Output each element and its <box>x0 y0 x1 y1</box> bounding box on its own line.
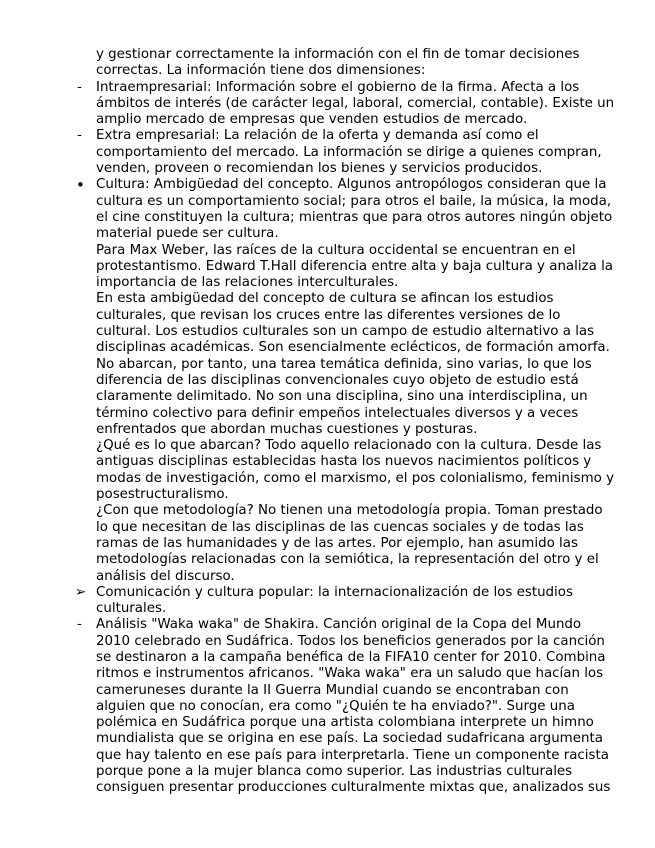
text-line: culturales, que revisan los cruces entre las diferentes versiones de lo <box>96 307 561 323</box>
bullet-marker: • <box>76 176 85 195</box>
text-line: ¿Qué es lo que abarcan? Todo aquello relacionado con la cultura. Desde las <box>96 438 602 454</box>
dash-marker: - <box>77 79 82 95</box>
text-line: amplio mercado de empresas que venden estudios de mercado. <box>96 112 528 128</box>
text-line: que hay talento en ese país para interpretarla. Tiene un componente racista <box>96 747 609 763</box>
text-line: lo que necesitan de las disciplinas de las cuencas sociales y de todas las <box>96 519 584 535</box>
document-body <box>75 47 615 797</box>
text-line: Intraempresarial: Información sobre el gobierno de la firma. Afecta a los <box>96 79 580 95</box>
text-line: comportamiento del mercado. La información se dirige a quienes compran, <box>96 144 602 160</box>
text-line: cultura es un comportamiento social; para otros el baile, la música, la moda, <box>96 193 612 209</box>
text-line: culturales. <box>96 601 167 617</box>
text-line: análisis del discurso. <box>96 568 235 584</box>
text-line: Para Max Weber, las raíces de la cultura occidental se encuentran en el <box>96 242 576 258</box>
text-line: cameruneses durante la II Guerra Mundial cuando se encontraban con <box>96 682 569 698</box>
text-line: En esta ambigüedad del concepto de cultura se afincan los estudios <box>96 291 554 307</box>
text-line: venden, proveen o recomiendan los bienes y servicios producidos. <box>96 161 543 177</box>
text-line: ámbitos de interés (de carácter legal, laboral, comercial, contable). Existe un <box>96 95 615 111</box>
text-line: consiguen presentar producciones culturalmente mixtas que, analizados sus <box>96 780 611 796</box>
list-item <box>75 584 596 618</box>
arrow-marker: ➢ <box>75 584 87 600</box>
text-line: posestructuralismo. <box>96 487 229 503</box>
text-line: y gestionar correctamente la información con el fin de tomar decisiones <box>96 47 580 62</box>
text-line: Extra empresarial: La relación de la oferta y demanda así como el <box>96 128 539 144</box>
list-item <box>77 79 615 129</box>
text-line: importancia de las relaciones interculturales. <box>96 275 399 291</box>
text-line: polémica en Sudáfrica porque una artista colombiana interprete un himno <box>96 715 594 731</box>
text-line: ¿Con que metodología? No tienen una metodología propia. Toman prestado <box>96 503 603 519</box>
text-line: antiguas disciplinas establecidas hasta los nuevos nacimientos políticos y <box>96 454 592 470</box>
text-line: 2010 celebrado en Sudáfrica. Todos los beneficios generados por la canción <box>96 633 605 649</box>
text-line: modas de investigación, como el marxismo, el pos colonialismo, feminismo y <box>96 470 615 486</box>
text-line: término colectivo para definir empeños intelectuales diversos y a veces <box>96 405 579 421</box>
paragraph <box>96 47 596 80</box>
dash-marker: - <box>77 617 82 633</box>
text-line: ritmos e instrumentos africanos. "Waka waka" era un saludo que hacían los <box>96 666 604 682</box>
text-line: alguien que no conocían, era como "¿Quién te ha enviado?". Surge una <box>96 698 575 714</box>
text-line: Análisis "Waka waka" de Shakira. Canción original de la Copa del Mundo <box>96 617 582 633</box>
list-item <box>76 176 615 584</box>
text-line: material puede ser cultura. <box>96 226 279 242</box>
text-line: Cultura: Ambigüedad del concepto. Algunos antropólogos consideran que la <box>96 177 607 193</box>
text-line: protestantismo. Edward T.Hall diferencia entre alta y baja cultura y analiza la <box>96 258 613 274</box>
text-line: el cine constituyen la cultura; mientras que para otros autores ningún objeto <box>96 209 613 225</box>
text-line: correctas. La información tiene dos dimensiones: <box>96 63 426 79</box>
dash-marker: - <box>77 128 82 144</box>
text-line: diferencia de las disciplinas convencionales cuyo objeto de estudio está <box>96 372 579 388</box>
text-line: Comunicación y cultura popular: la internacionalización de los estudios <box>96 584 573 600</box>
text-line: No abarcan, por tanto, una tarea temática definida, sino varias, lo que los <box>96 356 592 372</box>
text-line: porque pone a la mujer blanca como superior. Las industrias culturales <box>96 764 573 780</box>
text-line: disciplinas académicas. Son esencialmente eclécticos, de formación amorfa. <box>96 340 610 356</box>
text-line: ramas de las humanidades y de las artes. Por ejemplo, han asumido las <box>96 535 578 551</box>
text-line: se destinaron a la campaña benéfica de la FIFA10 center for 2010. Combina <box>96 649 606 665</box>
text-line: metodologías relacionadas con la semiótica, la representación del otro y el <box>96 552 599 568</box>
list-item <box>77 128 602 177</box>
text-line: enfrentados que abordan muchas cuestiones y posturas. <box>96 421 478 437</box>
text-line: claramente delimitado. No son una disciplina, sino una interdisciplina, un <box>96 389 588 405</box>
list-item <box>77 617 611 796</box>
text-line: mundialista que se origina en ese país. La sociedad sudafricana argumenta <box>96 731 603 747</box>
text-line: cultural. Los estudios culturales son un campo de estudio alternativo a las <box>96 324 595 340</box>
